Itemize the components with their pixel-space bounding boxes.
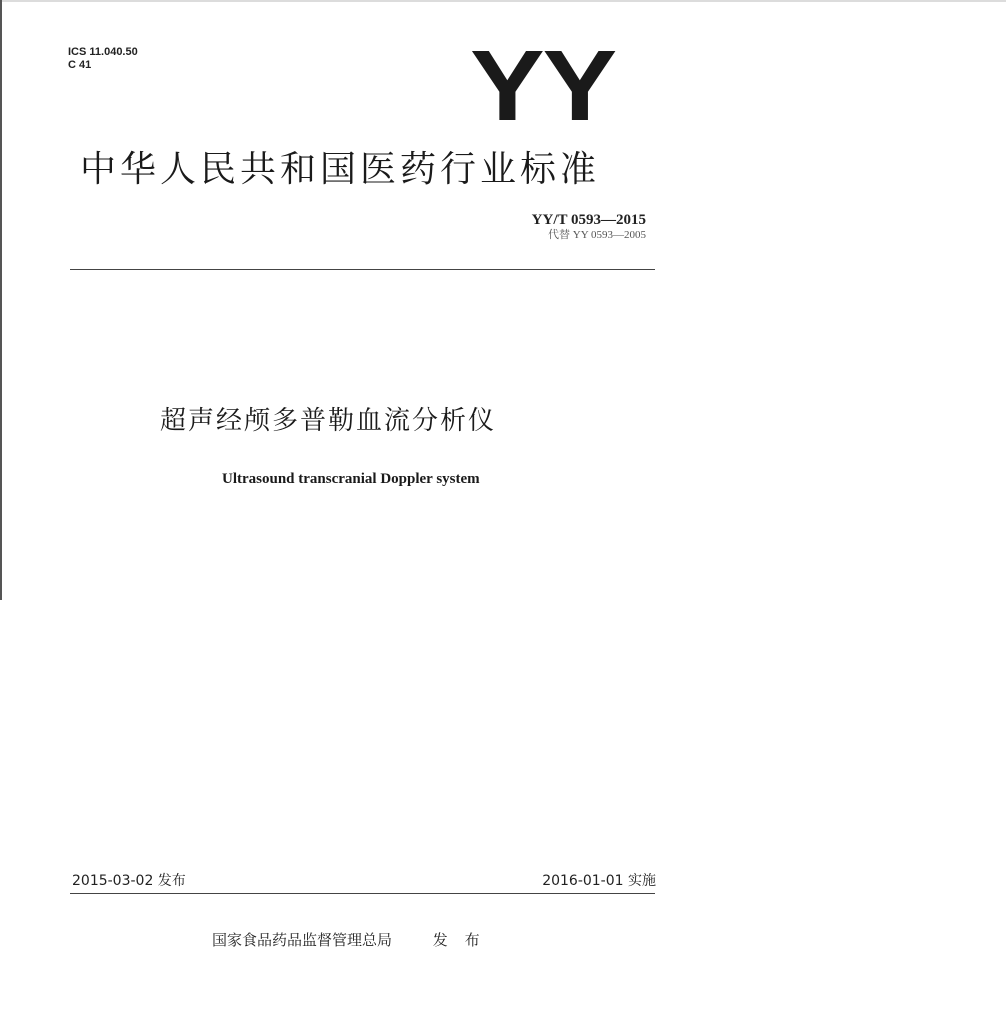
issue-date: 2015-03-02 发布 (72, 873, 186, 889)
document-title-english: Ultrasound transcranial Doppler system (222, 471, 480, 487)
classification-codes (68, 46, 138, 72)
footer-divider (70, 893, 655, 894)
page-top-edge (0, 0, 1006, 2)
page-left-edge (0, 0, 2, 600)
standard-number-block (532, 212, 646, 242)
publisher-action: 发 布 (432, 931, 486, 949)
class-code: C 41 (68, 59, 92, 71)
replaces-standard: 代替 YY 0593—2005 (548, 229, 646, 241)
ics-code: ICS 11.040.50 (68, 46, 138, 58)
header-divider (70, 269, 655, 270)
standard-category: 中华人民共和国医药行业标准 (80, 149, 601, 190)
publisher-name: 国家食品药品监督管理总局 (212, 931, 393, 949)
standard-number: YY/T 0593—2015 (531, 212, 646, 228)
document-title-chinese: 超声经颅多普勒血流分析仪 (160, 406, 497, 436)
publisher-line (212, 930, 486, 950)
yy-logo: YY (470, 30, 615, 142)
implementation-date: 2016-01-01 实施 (542, 873, 656, 889)
